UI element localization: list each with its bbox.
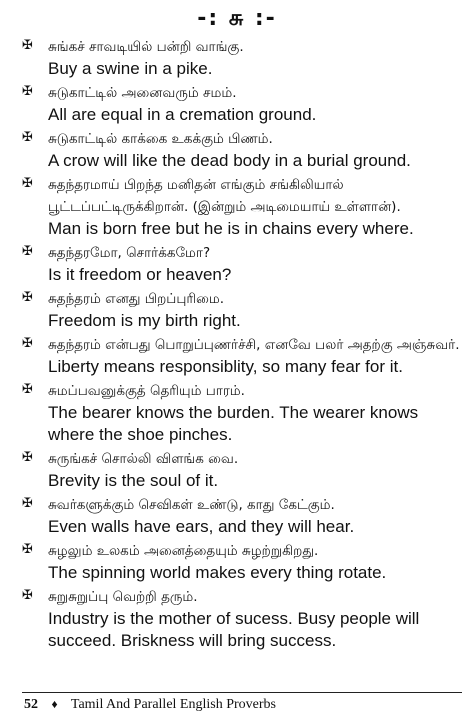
tamil-proverb: சுதந்தரமாய் பிறந்த மனிதன் எங்கும் சங்கிலியால் பூட்டப்பட்டிருக்கிறான். (இன்றும் அடிமையாய் உள்ளான்). xyxy=(48,177,401,215)
page-number: 52 xyxy=(24,697,38,712)
proverb-entry xyxy=(0,82,474,126)
proverb-entry xyxy=(0,540,474,584)
section-heading: -: சு :- xyxy=(197,6,277,31)
tamil-proverb: சுறுசுறுப்பு வெற்றி தரும். xyxy=(48,589,198,605)
diamond-icon: ♦ xyxy=(51,697,58,711)
tamil-proverb: சுழலும் உலகம் அனைத்தையும் சுழற்றுகிறது. xyxy=(48,543,319,559)
proverb-entry xyxy=(0,128,474,172)
tamil-proverb: சுடுகாட்டில் அனைவரும் சமம். xyxy=(48,85,237,101)
english-proverb: Liberty means responsiblity, so many fear for it. xyxy=(48,357,403,376)
cross-bullet-icon: ✠ xyxy=(22,496,33,511)
cross-bullet-icon: ✠ xyxy=(22,542,33,557)
cross-bullet-icon: ✠ xyxy=(22,290,33,305)
english-proverb: Buy a swine in a pike. xyxy=(48,59,213,78)
proverb-entry xyxy=(0,448,474,492)
english-proverb: Brevity is the soul of it. xyxy=(48,471,219,490)
proverb-entry xyxy=(0,334,474,378)
page-footer xyxy=(24,697,276,713)
tamil-proverb: சுதந்தரமோ, சொர்க்கமோ? xyxy=(48,245,211,261)
cross-bullet-icon: ✠ xyxy=(22,130,33,145)
tamil-proverb: சுங்கச் சாவடியில் பன்றி வாங்கு. xyxy=(48,39,244,55)
cross-bullet-icon: ✠ xyxy=(22,38,33,53)
proverb-entry xyxy=(0,586,474,652)
tamil-proverb: சுமப்பவனுக்குத் தெரியும் பாரம். xyxy=(48,383,245,399)
cross-bullet-icon: ✠ xyxy=(22,244,33,259)
proverb-entry xyxy=(0,242,474,286)
english-proverb: Industry is the mother of sucess. Busy people will succeed. Briskness will bring success. xyxy=(48,609,420,650)
cross-bullet-icon: ✠ xyxy=(22,450,33,465)
proverb-entry xyxy=(0,494,474,538)
tamil-proverb: சுதந்தரம் எனது பிறப்புரிமை. xyxy=(48,291,225,307)
english-proverb: Freedom is my birth right. xyxy=(48,311,241,330)
proverb-entry xyxy=(0,288,474,332)
tamil-proverb: சுருங்கச் சொல்லி விளங்க வை. xyxy=(48,451,239,467)
english-proverb: Is it freedom or heaven? xyxy=(48,265,232,284)
english-proverb: A crow will like the dead body in a burial ground. xyxy=(48,151,411,170)
english-proverb: The spinning world makes every thing rotate. xyxy=(48,563,387,582)
proverb-entry xyxy=(0,174,474,240)
tamil-proverb: சுடுகாட்டில் காக்கை உகக்கும் பிணம். xyxy=(48,131,273,147)
proverb-entry xyxy=(0,380,474,446)
footer-divider xyxy=(22,692,462,693)
english-proverb: Man is born free but he is in chains every where. xyxy=(48,219,414,238)
proverb-list xyxy=(0,36,474,654)
english-proverb: Even walls have ears, and they will hear. xyxy=(48,517,355,536)
cross-bullet-icon: ✠ xyxy=(22,336,33,351)
cross-bullet-icon: ✠ xyxy=(22,382,33,397)
cross-bullet-icon: ✠ xyxy=(22,176,33,191)
english-proverb: All are equal in a cremation ground. xyxy=(48,105,317,124)
tamil-proverb: சுவர்களுக்கும் செவிகள் உண்டு, காது கேட்கும். xyxy=(48,497,335,513)
tamil-proverb: சுதந்தரம் என்பது பொறுப்புணர்ச்சி, எனவே பலர் அதற்கு அஞ்சுவர். xyxy=(48,337,460,353)
english-proverb: The bearer knows the burden. The wearer knows where the shoe pinches. xyxy=(48,403,419,444)
cross-bullet-icon: ✠ xyxy=(22,84,33,99)
proverb-entry xyxy=(0,36,474,80)
cross-bullet-icon: ✠ xyxy=(22,588,33,603)
book-title: Tamil And Parallel English Proverbs xyxy=(70,697,276,712)
